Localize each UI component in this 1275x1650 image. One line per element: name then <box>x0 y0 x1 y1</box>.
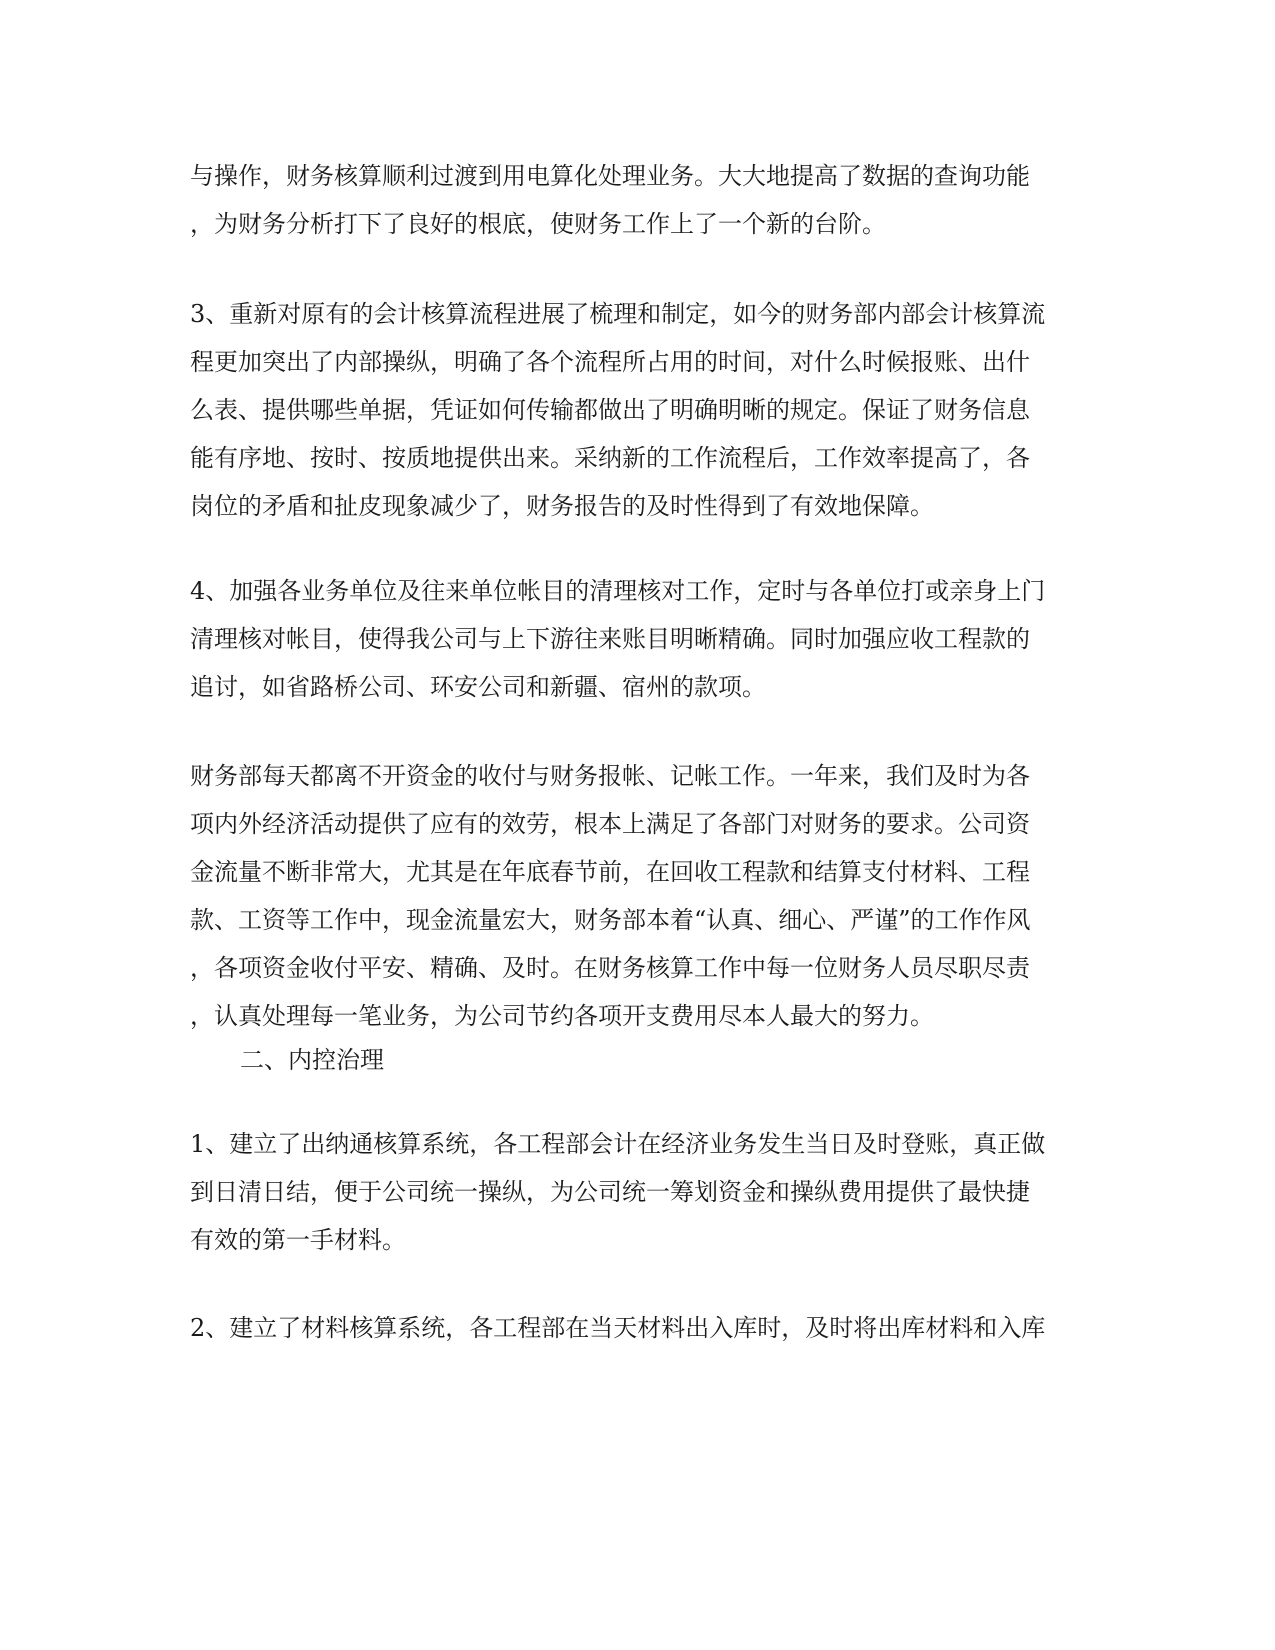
paragraph-line: 金流量不断非常大，尤其是在年底春节前，在回收工程款和结算支付材料、工程 <box>190 858 1030 886</box>
paragraph-line: 岗位的矛盾和扯皮现象减少了，财务报告的及时性得到了有效地保障。 <box>190 492 934 520</box>
paragraph-internal-item-1 <box>190 1120 1090 1264</box>
paragraph-internal-item-2 <box>190 1304 1090 1352</box>
paragraph-electronic-accounting <box>190 152 1090 248</box>
paragraph-line: 追讨，如省路桥公司、环安公司和新疆、宿州的款项。 <box>190 673 766 701</box>
section-heading: 二、内控治理 <box>240 1046 384 1074</box>
paragraph-line: 能有序地、按时、按质地提供出来。采纳新的工作流程后，工作效率提高了，各 <box>190 444 1030 472</box>
paragraph-line: 4、加强各业务单位及往来单位帐目的清理核对工作，定时与各单位打或亲身上门 <box>190 577 1046 605</box>
paragraph-line: 项内外经济活动提供了应有的效劳，根本上满足了各部门对财务的要求。公司资 <box>190 810 1030 838</box>
paragraph-line: 款、工资等工作中，现金流量宏大，财务部本着“认真、细心、严谨”的工作作风 <box>190 906 1031 934</box>
paragraph-line: 么表、提供哪些单据，凭证如何传输都做出了明确明晰的规定。保证了财务信息 <box>190 396 1030 424</box>
paragraph-line: 到日清日结，便于公司统一操纵，为公司统一筹划资金和操纵费用提供了最快捷 <box>190 1178 1030 1206</box>
paragraph-line: 与操作，财务核算顺利过渡到用电算化处理业务。大大地提高了数据的查询功能 <box>190 162 1030 190</box>
paragraph-item-4 <box>190 567 1090 711</box>
paragraph-funds-flow <box>190 752 1090 1040</box>
paragraph-item-3 <box>190 290 1090 530</box>
paragraph-line: 财务部每天都离不开资金的收付与财务报帐、记帐工作。一年来，我们及时为各 <box>190 762 1030 790</box>
paragraph-line: 有效的第一手材料。 <box>190 1226 406 1254</box>
paragraph-line: 3、重新对原有的会计核算流程进展了梳理和制定，如今的财务部内部会计核算流 <box>190 300 1046 328</box>
paragraph-line: ，各项资金收付平安、精确、及时。在财务核算工作中每一位财务人员尽职尽责 <box>190 954 1030 982</box>
paragraph-line: 清理核对帐目，使得我公司与上下游往来账目明晰精确。同时加强应收工程款的 <box>190 625 1030 653</box>
paragraph-line: ，认真处理每一笔业务，为公司节约各项开支费用尽本人最大的努力。 <box>190 1002 934 1030</box>
paragraph-line: 1、建立了出纳通核算系统，各工程部会计在经济业务发生当日及时登账，真正做 <box>190 1130 1046 1158</box>
paragraph-line: 程更加突出了内部操纵，明确了各个流程所占用的时间，对什么时候报账、出什 <box>190 348 1030 376</box>
paragraph-line: 2、建立了材料核算系统，各工程部在当天材料出入库时，及时将出库材料和入库 <box>190 1314 1046 1342</box>
paragraph-line: ，为财务分析打下了良好的根底，使财务工作上了一个新的台阶。 <box>190 210 886 238</box>
